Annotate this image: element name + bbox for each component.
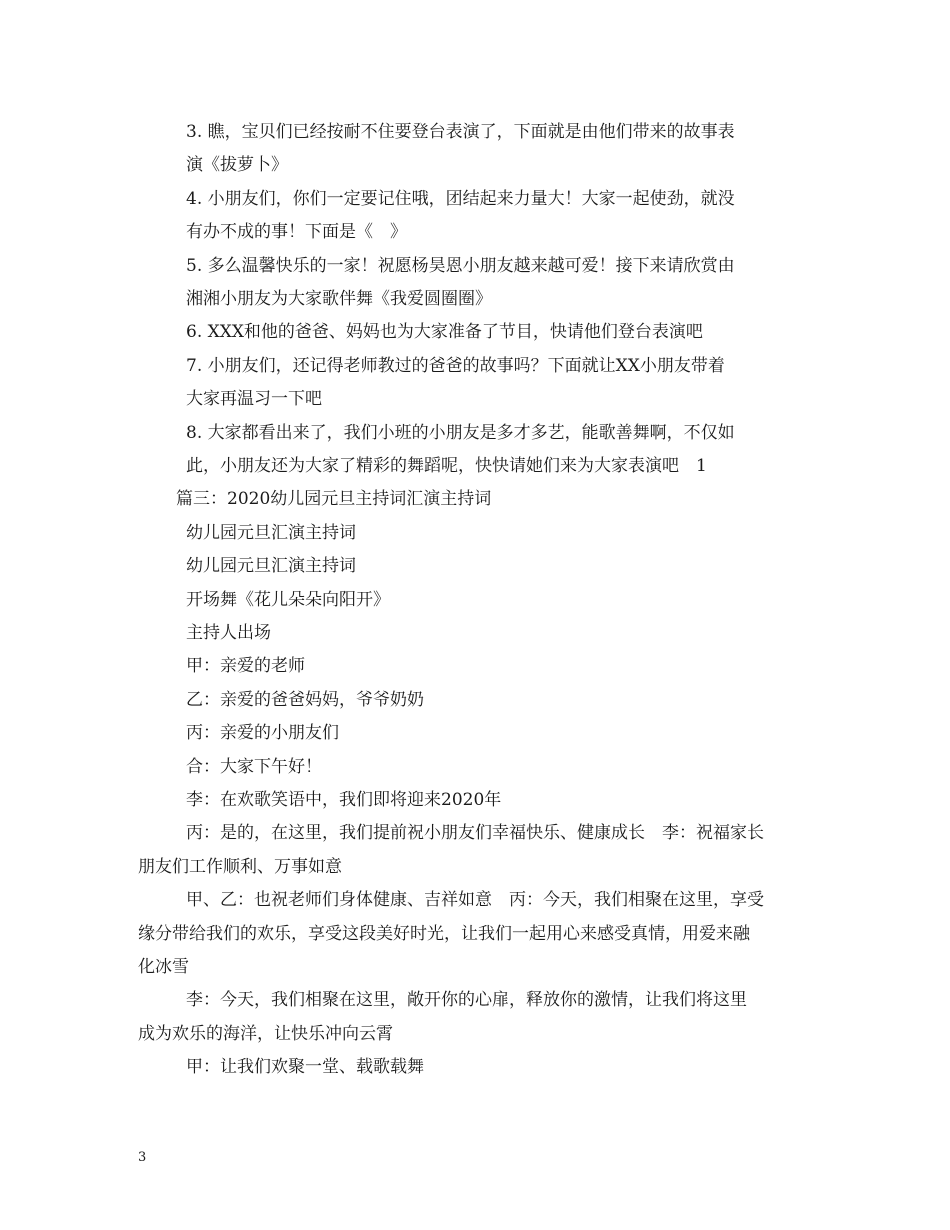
list-item-line: 6. XXX和他的爸爸、妈妈也为大家准备了节目，快请他们登台表演吧 [186,322,703,342]
list-item-line: 演《拔萝卜》 [186,155,288,175]
paragraph-line: 李：今天，我们相聚在这里，敞开你的心扉，释放你的激情，让我们将这里 [186,990,747,1010]
paragraph-line: 化冰雪 [138,957,189,977]
paragraph-line: 成为欢乐的海洋，让快乐冲向云霄 [138,1024,393,1044]
paragraph-line: 丙：是的，在这里，我们提前祝小朋友们幸福快乐、健康成长 李：祝福家长 [186,823,764,843]
list-item-line: 8. 大家都看出来了，我们小班的小朋友是多才多艺，能歌善舞啊，不仅如 [186,423,735,443]
script-line: 丙：亲爱的小朋友们 [186,723,339,743]
script-line: 幼儿园元旦汇演主持词 [186,523,356,543]
script-line: 开场舞《花儿朵朵向阳开》 [186,590,390,610]
script-line: 李：在欢歌笑语中，我们即将迎来2020年 [186,790,502,810]
paragraph-line: 缘分带给我们的欢乐，享受这段美好时光，让我们一起用心来感受真情，用爱来融 [138,924,750,944]
list-item-line: 大家再温习一下吧 [186,389,322,409]
script-line: 甲：亲爱的老师 [186,656,305,676]
list-item-line: 5. 多么温馨快乐的一家！祝愿杨昊恩小朋友越来越可爱！接下来请欣赏由 [186,256,735,276]
list-item-line: 有办不成的事！下面是《 》 [186,222,407,242]
list-item-line: 3. 瞧，宝贝们已经按耐不住要登台表演了，下面就是由他们带来的故事表 [186,122,735,142]
script-line: 主持人出场 [186,623,271,643]
list-item-line: 4. 小朋友们，你们一定要记住哦，团结起来力量大！大家一起使劲，就没 [186,189,735,209]
list-item-line: 7. 小朋友们，还记得老师教过的爸爸的故事吗？下面就让XX小朋友带着 [186,356,725,376]
list-item-line: 此，小朋友还为大家了精彩的舞蹈呢，快快请她们来为大家表演吧 1 [186,456,707,476]
page-number: 3 [138,1150,147,1165]
script-line: 幼儿园元旦汇演主持词 [186,556,356,576]
script-line: 乙：亲爱的爸爸妈妈，爷爷奶奶 [186,690,424,710]
list-item-line: 湘湘小朋友为大家歌伴舞《我爱圆圈圈》 [186,289,492,309]
paragraph-line: 甲：让我们欢聚一堂、载歌载舞 [186,1057,424,1077]
section-heading: 篇三：2020幼儿园元旦主持词汇演主持词 [176,489,492,509]
script-line: 合：大家下午好！ [186,757,322,777]
paragraph-line: 朋友们工作顺利、万事如意 [138,857,342,877]
paragraph-line: 甲、乙：也祝老师们身体健康、吉祥如意 丙：今天，我们相聚在这里，享受 [186,890,764,910]
